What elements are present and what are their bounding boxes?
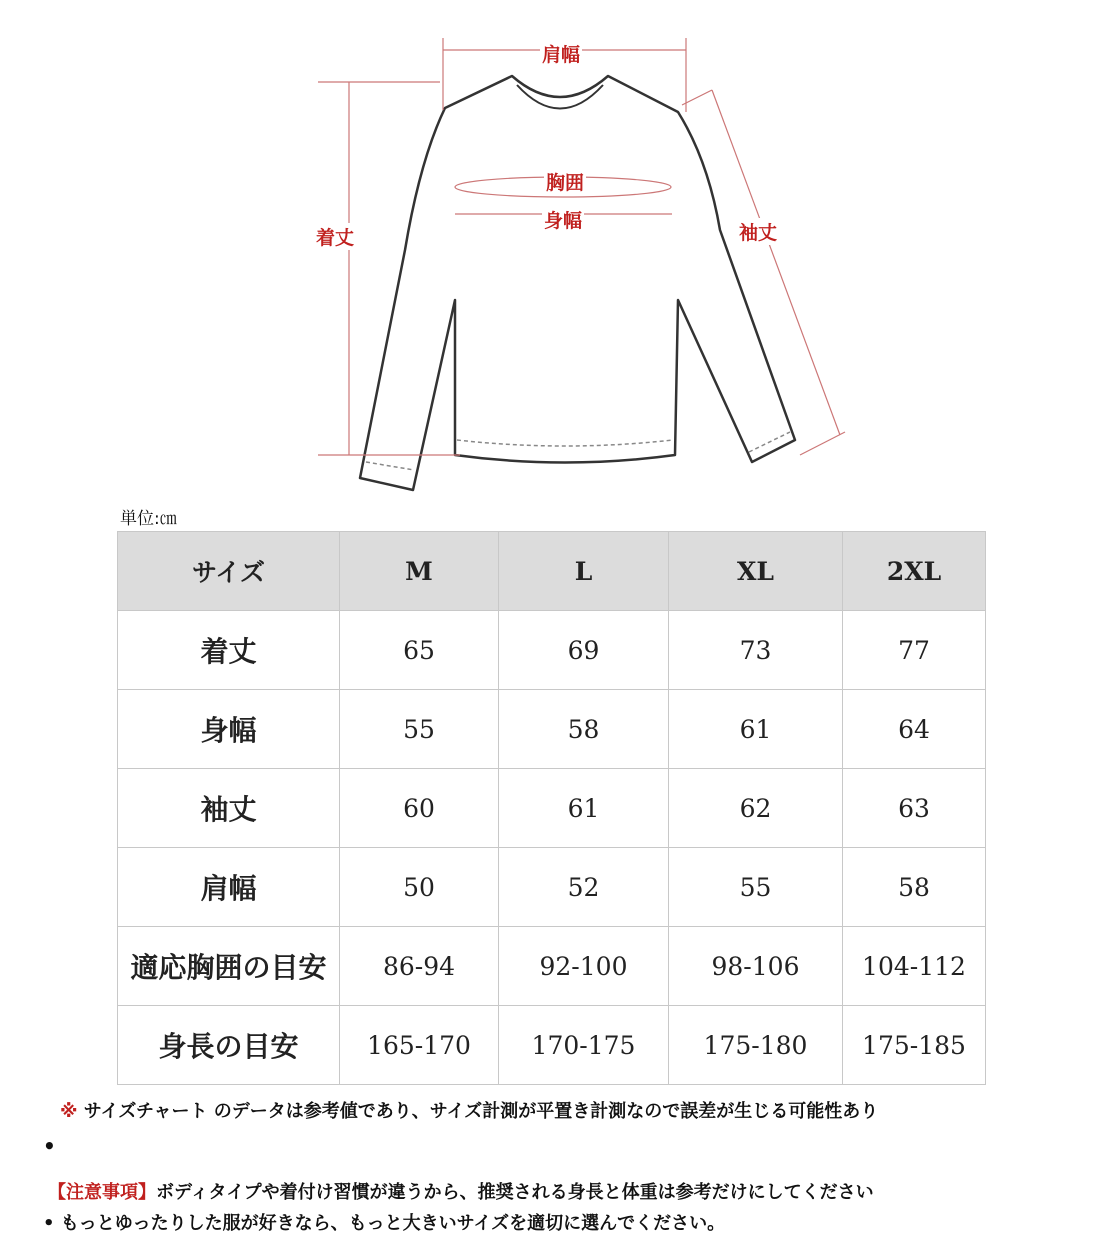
- advice-text: もっとゆったりした服が好きなら、もっと大きいサイズを適切に選んでください。: [60, 1213, 726, 1234]
- sleeve-label: 袖丈: [737, 218, 779, 245]
- table-row: [118, 1006, 986, 1085]
- table-header-row: [118, 532, 986, 611]
- size-chart-table: [117, 531, 986, 1085]
- length-label: 着丈: [314, 223, 356, 250]
- table-cell: 63: [843, 769, 986, 848]
- row-label: 適応胸囲の目安: [118, 927, 340, 1006]
- caution-text: ボディタイプや着付け習慣が違うから、推奨される身長と体重は参考だけにしてください: [156, 1182, 874, 1203]
- note-caution: [48, 1178, 874, 1204]
- table-cell: 58: [499, 690, 669, 769]
- header-2xl: 2XL: [843, 532, 986, 611]
- table-cell: 73: [669, 611, 843, 690]
- table-cell: 77: [843, 611, 986, 690]
- row-label: 肩幅: [118, 848, 340, 927]
- table-cell: 62: [669, 769, 843, 848]
- chest-label: 胸囲: [544, 168, 586, 195]
- table-cell: 98-106: [669, 927, 843, 1006]
- table-cell: 55: [669, 848, 843, 927]
- table-cell: 61: [499, 769, 669, 848]
- bullet-dot: •: [43, 1134, 56, 1158]
- shoulder-width-label: 肩幅: [540, 40, 582, 67]
- row-label: 身幅: [118, 690, 340, 769]
- header-xl: XL: [669, 532, 843, 611]
- row-label: 身長の目安: [118, 1006, 340, 1085]
- table-row: [118, 848, 986, 927]
- table-cell: 64: [843, 690, 986, 769]
- note-reference-values: [60, 1097, 878, 1123]
- table-row: [118, 927, 986, 1006]
- table-row: [118, 690, 986, 769]
- note-size-advice: [43, 1209, 725, 1235]
- caution-title: 【注意事項】: [48, 1182, 156, 1203]
- note-mark: ※: [60, 1101, 78, 1122]
- measurement-lines: [318, 38, 845, 455]
- table-row: [118, 769, 986, 848]
- header-l: L: [499, 532, 669, 611]
- table-cell: 165-170: [340, 1006, 499, 1085]
- table-cell: 104-112: [843, 927, 986, 1006]
- shirt-diagram: [0, 0, 1100, 500]
- body-width-label: 身幅: [542, 206, 584, 233]
- table-cell: 60: [340, 769, 499, 848]
- row-label: 着丈: [118, 611, 340, 690]
- header-size: サイズ: [118, 532, 340, 611]
- header-m: M: [340, 532, 499, 611]
- table-cell: 65: [340, 611, 499, 690]
- table-cell: 170-175: [499, 1006, 669, 1085]
- table-cell: 52: [499, 848, 669, 927]
- table-cell: 61: [669, 690, 843, 769]
- table-cell: 69: [499, 611, 669, 690]
- row-label: 袖丈: [118, 769, 340, 848]
- note-text: サイズチャート のデータは参考値であり、サイズ計測が平置き計測なので誤差が生じる可能性あり: [83, 1101, 879, 1122]
- table-row: [118, 611, 986, 690]
- table-cell: 58: [843, 848, 986, 927]
- table-cell: 92-100: [499, 927, 669, 1006]
- table-cell: 175-180: [669, 1006, 843, 1085]
- table-cell: 175-185: [843, 1006, 986, 1085]
- table-cell: 50: [340, 848, 499, 927]
- table-cell: 86-94: [340, 927, 499, 1006]
- table-cell: 55: [340, 690, 499, 769]
- unit-label: 単位:㎝: [120, 509, 177, 529]
- bullet-dot: •: [43, 1213, 55, 1234]
